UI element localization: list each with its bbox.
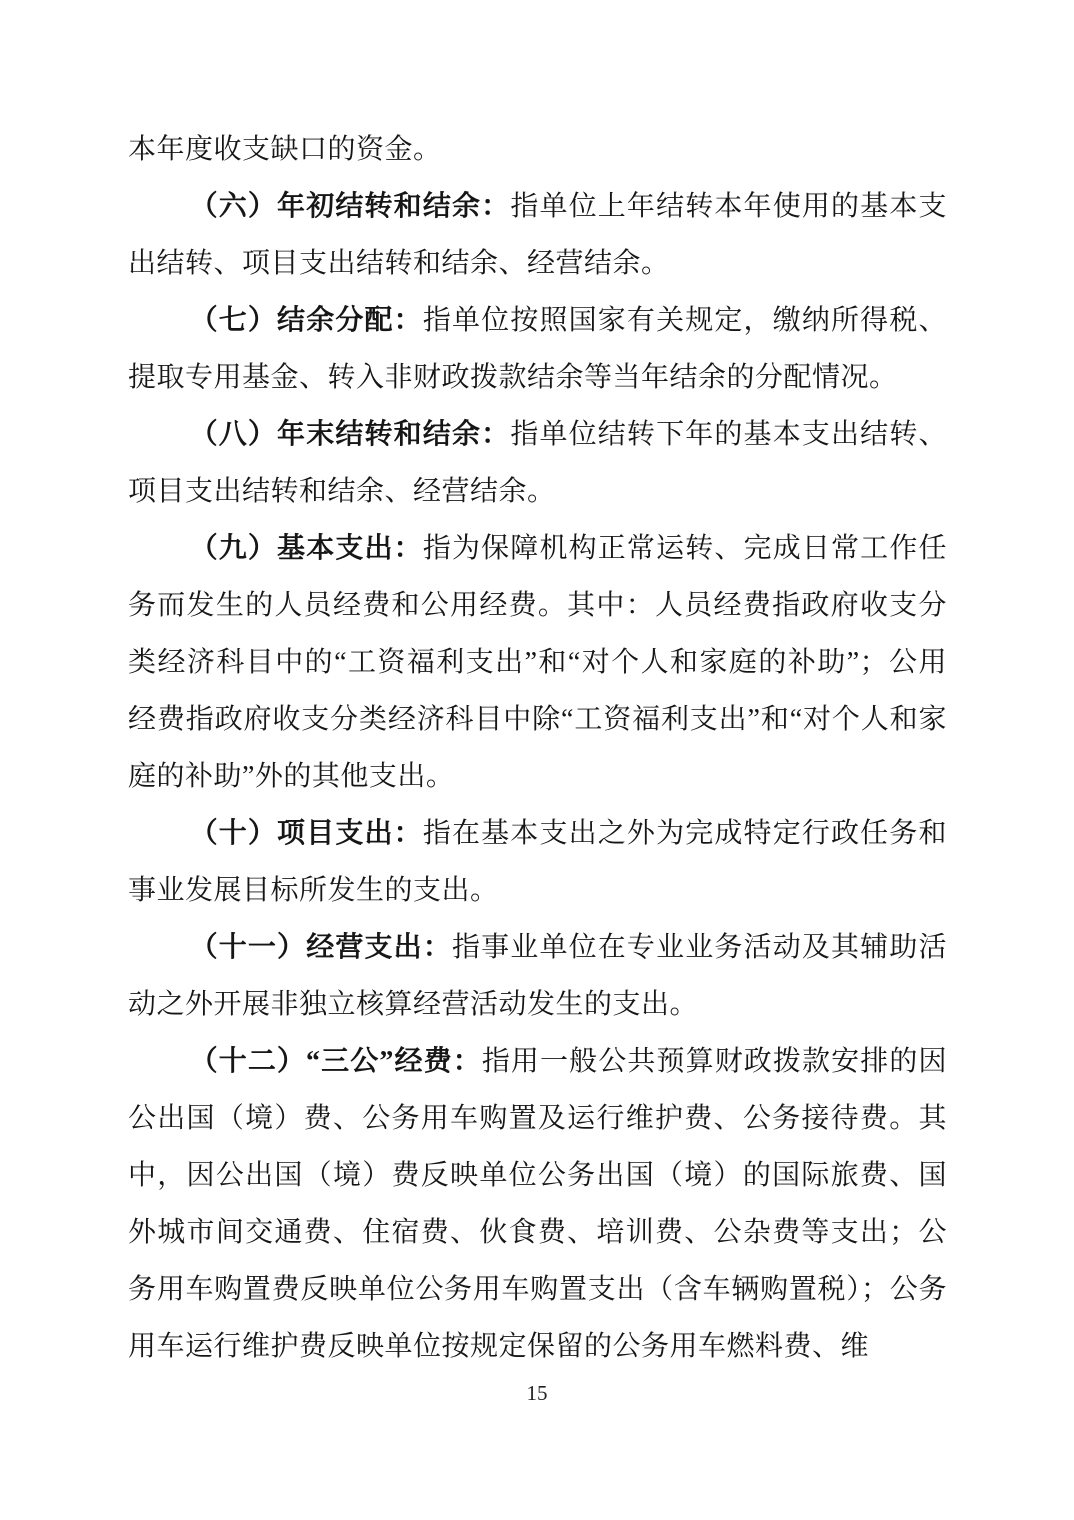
document-body: [128, 121, 947, 1375]
paragraph-heading: （七）结余分配：: [189, 305, 423, 336]
page-number: 15: [526, 1381, 548, 1405]
paragraph-heading: （九）基本支出：: [189, 533, 423, 564]
paragraph-text: 指为保障机构正常运转、完成日常工作任务而发生的人员经费和公用经费。其中：人员经费指政府收支分类经济科目中的“工资福利支出”和“对个人和家庭的补助”；公用经费指政府收支分类经济科目中除“工资福利支出”和“对个人和家庭的补助”外的其他支出。: [128, 533, 947, 792]
paragraph-text: 指用一般公共预算财政拨款安排的因公出国（境）费、公务用车购置及运行维护费、公务接待费。其中，因公出国（境）费反映单位公务出国（境）的国际旅费、国外城市间交通费、住宿费、伙食费、培训费、公杂费等支出；公务用车购置费反映单位公务用车购置支出（含车辆购置税）；公务用车运行维护费反映单位按规定保留的公务用车燃料费、维: [128, 1046, 947, 1362]
paragraph-text: 指单位上年结转本年使用的基本支出结转、项目支出结转和结余、经营结余。: [128, 191, 947, 279]
paragraph-item-11: [128, 919, 947, 1033]
paragraph-item-7: [128, 292, 947, 406]
paragraph-item-10: [128, 805, 947, 919]
paragraph-heading: （十）项目支出：: [189, 818, 423, 849]
paragraph-text: 本年度收支缺口的资金。: [128, 134, 442, 165]
paragraph-heading: （十一）经营支出：: [189, 932, 452, 963]
paragraph-continuation: [128, 121, 947, 178]
paragraph-heading: （十二）“三公”经费：: [189, 1046, 482, 1077]
paragraph-item-8: [128, 406, 947, 520]
paragraph-item-9: [128, 520, 947, 805]
paragraph-text: 指在基本支出之外为完成特定行政任务和事业发展目标所发生的支出。: [128, 818, 947, 906]
paragraph-text: 指事业单位在专业业务活动及其辅助活动之外开展非独立核算经营活动发生的支出。: [128, 932, 947, 1020]
paragraph-text: 指单位结转下年的基本支出结转、项目支出结转和结余、经营结余。: [128, 419, 947, 507]
paragraph-heading: （八）年末结转和结余：: [189, 419, 511, 450]
paragraph-text: 指单位按照国家有关规定，缴纳所得税、提取专用基金、转入非财政拨款结余等当年结余的分配情况。: [128, 305, 947, 393]
paragraph-item-6: [128, 178, 947, 292]
paragraph-item-12: [128, 1033, 947, 1375]
paragraph-heading: （六）年初结转和结余：: [189, 191, 511, 222]
